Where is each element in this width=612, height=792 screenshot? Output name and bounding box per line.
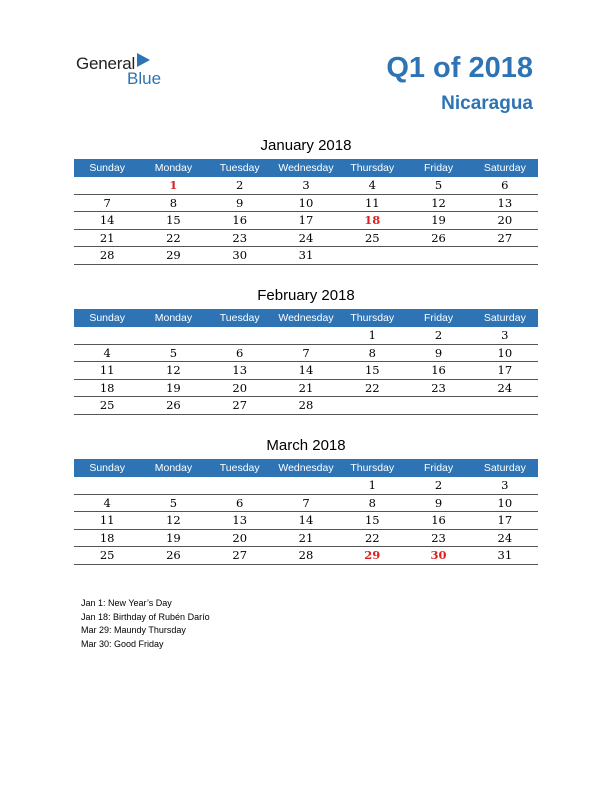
week-row [74, 397, 538, 415]
logo-flag-icon [137, 53, 150, 67]
day-cell [74, 327, 140, 344]
weekday-label: Wednesday [278, 162, 334, 174]
day-cell: 29 [166, 248, 181, 262]
logo-general-text: General [76, 54, 136, 73]
day-cell: 4 [368, 178, 376, 192]
day-cell: 3 [302, 178, 310, 192]
day-cell: 29 [364, 548, 381, 562]
month-march [74, 437, 538, 565]
day-cell: 13 [232, 363, 248, 377]
day-cell: 18 [364, 213, 381, 227]
day-cell: 25 [99, 548, 115, 562]
day-cell: 9 [236, 195, 244, 210]
week-row [74, 345, 538, 363]
day-cell: 22 [166, 230, 181, 245]
day-cell: 17 [497, 513, 513, 527]
day-cell: 19 [431, 213, 446, 227]
week-row [74, 230, 538, 248]
weekday-label: Sunday [89, 312, 125, 324]
day-cell: 13 [497, 195, 513, 210]
day-cell [207, 477, 273, 494]
day-cell: 19 [166, 380, 181, 395]
weekday-label: Saturday [483, 162, 526, 174]
day-cell [74, 177, 140, 194]
day-cell: 1 [368, 478, 376, 492]
day-cell: 17 [497, 363, 513, 377]
day-cell: 4 [103, 345, 111, 360]
day-cell: 9 [434, 345, 443, 360]
day-cell: 3 [501, 478, 509, 492]
week-row [74, 547, 538, 565]
day-cell: 23 [431, 530, 446, 545]
day-cell: 12 [166, 513, 181, 527]
day-cell: 5 [169, 345, 178, 360]
day-cell: 6 [236, 345, 244, 360]
holiday-note: Jan 1: New Year’s Day [81, 598, 172, 608]
day-cell: 28 [298, 398, 314, 412]
day-cell: 24 [497, 530, 513, 545]
holiday-note: Mar 29: Maundy Thursday [81, 625, 186, 635]
week-row [74, 177, 538, 195]
day-cell: 2 [434, 328, 443, 342]
week-row [74, 327, 538, 345]
day-cell [207, 327, 273, 344]
day-cell: 8 [169, 195, 178, 210]
weekday-label: Sunday [89, 462, 125, 474]
weekday-label: Friday [423, 462, 454, 474]
generalblue-logo [76, 52, 176, 92]
day-cell: 9 [434, 495, 443, 510]
day-cell: 16 [431, 363, 446, 377]
day-cell: 12 [431, 195, 446, 210]
day-cell: 28 [298, 548, 314, 562]
day-cell: 30 [232, 248, 248, 262]
day-cell: 31 [298, 248, 314, 262]
day-cell: 17 [298, 213, 314, 227]
logo-blue-text: Blue [127, 69, 162, 88]
weekday-label: Tuesday [219, 312, 260, 324]
day-cell [405, 397, 471, 414]
month-january [74, 137, 538, 265]
day-cell [472, 397, 538, 414]
week-row [74, 477, 538, 495]
weekday-label: Wednesday [278, 462, 334, 474]
month-title: March 2018 [266, 437, 346, 454]
day-cell: 15 [364, 513, 380, 527]
weekday-label: Thursday [350, 162, 395, 174]
day-cell: 21 [298, 380, 314, 395]
day-cell: 6 [236, 495, 244, 510]
day-cell: 11 [99, 363, 115, 377]
day-cell: 14 [298, 513, 314, 527]
day-cell: 13 [232, 513, 248, 527]
day-cell: 20 [232, 380, 248, 395]
weekday-label: Wednesday [278, 312, 334, 324]
day-cell [273, 477, 339, 494]
week-row [74, 512, 538, 530]
day-cell: 24 [497, 380, 513, 395]
week-row [74, 380, 538, 398]
day-cell: 26 [166, 398, 181, 412]
weekday-header [74, 309, 538, 327]
weekday-label: Thursday [350, 312, 395, 324]
day-cell [339, 397, 405, 414]
weekday-label: Sunday [89, 162, 125, 174]
day-cell: 25 [99, 398, 115, 412]
day-cell: 15 [166, 213, 181, 227]
page-title: Q1 of 2018 [386, 52, 533, 84]
day-cell [405, 247, 471, 264]
day-cell: 4 [103, 495, 111, 510]
day-cell: 8 [368, 345, 376, 360]
day-cell: 20 [497, 213, 513, 227]
country-name: Nicaragua [441, 93, 533, 114]
day-cell [273, 327, 339, 344]
day-cell: 20 [232, 530, 248, 545]
weekday-label: Thursday [350, 462, 395, 474]
holiday-note: Mar 30: Good Friday [81, 638, 164, 649]
day-cell: 2 [236, 178, 244, 192]
day-cell: 22 [364, 530, 380, 545]
weekday-label: Monday [154, 312, 193, 324]
day-cell: 10 [497, 345, 513, 360]
day-cell: 12 [166, 363, 181, 377]
day-cell: 28 [99, 248, 115, 262]
day-cell: 7 [302, 495, 310, 510]
day-cell: 25 [364, 230, 380, 245]
week-row [74, 495, 538, 513]
month-february [74, 287, 538, 415]
holiday-notes [81, 597, 210, 651]
day-cell: 6 [501, 178, 509, 192]
weekday-header [74, 159, 538, 177]
day-cell [140, 477, 206, 494]
day-cell: 26 [166, 548, 181, 562]
holiday-note: Jan 18: Birthday of Rubén Darío [81, 611, 210, 622]
day-cell: 19 [166, 530, 181, 545]
day-cell: 21 [298, 530, 314, 545]
day-cell: 27 [232, 548, 248, 562]
day-cell: 5 [434, 178, 443, 192]
day-cell: 1 [368, 328, 376, 342]
day-cell: 18 [99, 530, 115, 545]
day-cell: 8 [368, 495, 376, 510]
weekday-label: Tuesday [219, 162, 260, 174]
weekday-label: Tuesday [219, 462, 260, 474]
month-title: February 2018 [257, 287, 355, 304]
day-cell [74, 477, 140, 494]
day-cell: 14 [298, 363, 314, 377]
day-cell [339, 247, 405, 264]
week-row [74, 362, 538, 380]
weekday-label: Monday [154, 462, 193, 474]
day-cell [140, 327, 206, 344]
weekday-label: Monday [154, 162, 193, 174]
day-cell: 16 [431, 513, 446, 527]
day-cell: 3 [501, 328, 509, 342]
day-cell: 23 [431, 380, 446, 395]
day-cell: 31 [497, 548, 513, 562]
day-cell: 26 [431, 230, 446, 245]
weekday-label: Friday [423, 312, 454, 324]
day-cell: 5 [169, 495, 178, 510]
week-row [74, 530, 538, 548]
day-cell: 27 [232, 398, 248, 412]
day-cell: 14 [99, 213, 115, 227]
day-cell: 16 [232, 213, 248, 227]
week-row [74, 195, 538, 213]
weekday-label: Saturday [483, 462, 526, 474]
day-cell: 11 [364, 195, 380, 210]
day-cell: 23 [232, 230, 248, 245]
weekday-label: Saturday [483, 312, 526, 324]
day-cell: 7 [103, 195, 111, 210]
day-cell: 15 [364, 363, 380, 377]
week-row [74, 247, 538, 265]
day-cell: 24 [298, 230, 314, 245]
weekday-header [74, 459, 538, 477]
day-cell: 11 [99, 513, 115, 527]
day-cell: 22 [364, 380, 380, 395]
month-title: January 2018 [260, 137, 352, 154]
day-cell: 1 [169, 178, 178, 192]
day-cell: 10 [497, 495, 513, 510]
day-cell [472, 247, 538, 264]
day-cell: 2 [434, 478, 443, 492]
day-cell: 18 [99, 380, 115, 395]
week-row [74, 212, 538, 230]
day-cell: 27 [497, 230, 513, 245]
day-cell: 7 [302, 345, 310, 360]
day-cell: 21 [99, 230, 115, 245]
day-cell: 30 [430, 548, 447, 562]
weekday-label: Friday [423, 162, 454, 174]
day-cell: 10 [298, 195, 314, 210]
